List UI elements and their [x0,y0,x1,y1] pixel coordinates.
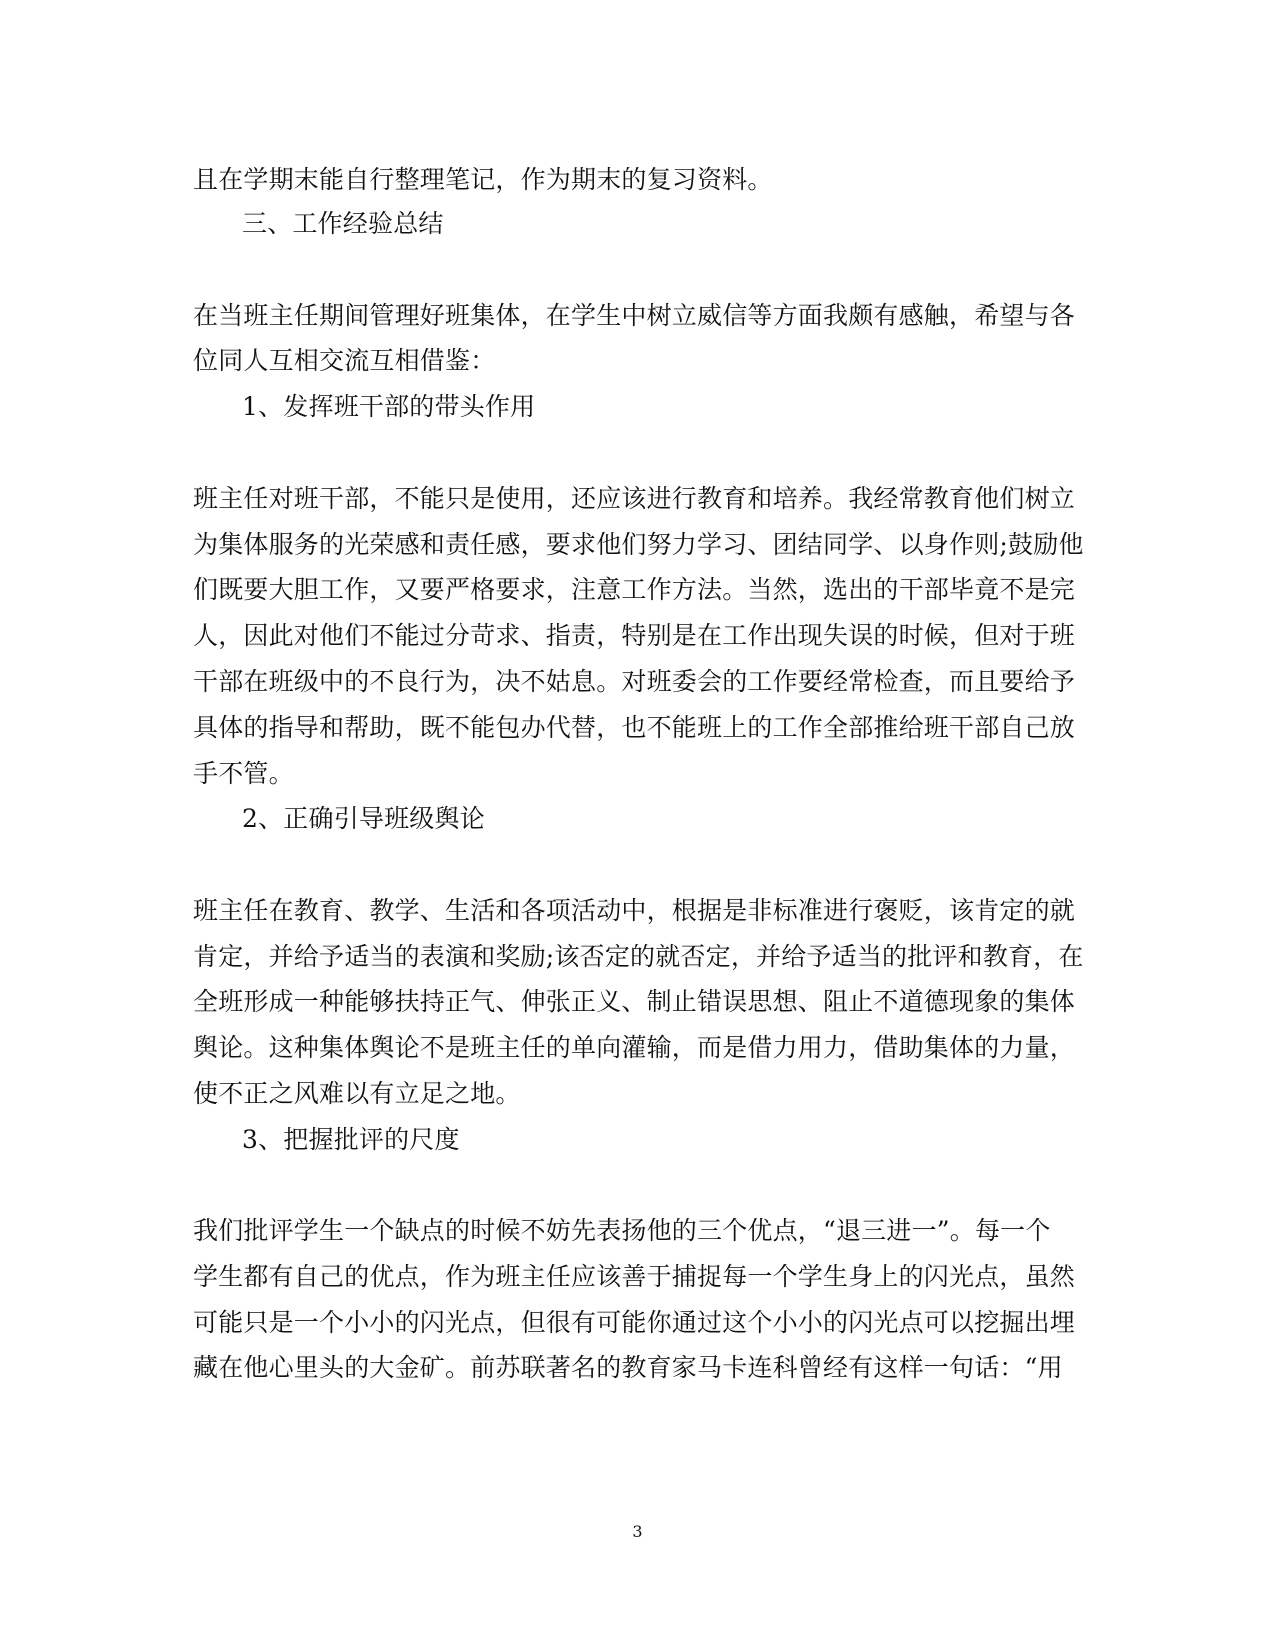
body-text-line: 们既要大胆工作，又要严格要求，注意工作方法。当然，选出的干部毕竟不是完 [193,575,1076,604]
body-text-line: 干部在班级中的不良行为，决不姑息。对班委会的工作要经常检查，而且要给予 [193,667,1076,696]
body-text-line: 班主任对班干部，不能只是使用，还应该进行教育和培养。我经常教育他们树立 [193,484,1076,513]
subsection-heading: 1、发挥班干部的带头作用 [242,392,536,421]
body-text-line: 手不管。 [193,759,294,788]
body-text-line: 舆论。这种集体舆论不是班主任的单向灌输，而是借力用力，借助集体的力量， [193,1033,1076,1062]
body-text-line: 我们批评学生一个缺点的时候不妨先表扬他的三个优点，“退三进一”。每一个 [193,1216,1051,1245]
subsection-heading: 3、把握批评的尺度 [242,1125,460,1154]
page-number: 3 [632,1522,643,1541]
body-text-line: 可能只是一个小小的闪光点，但很有可能你通过这个小小的闪光点可以挖掘出埋 [193,1308,1076,1337]
body-text-line: 藏在他心里头的大金矿。前苏联著名的教育家马卡连科曾经有这样一句话：“用 [193,1353,1063,1382]
body-text-line: 全班形成一种能够扶持正气、伸张正义、制止错误思想、阻止不道德现象的集体 [193,987,1076,1016]
body-text-line: 且在学期末能自行整理笔记，作为期末的复习资料。 [193,165,773,194]
body-text-line: 学生都有自己的优点，作为班主任应该善于捕捉每一个学生身上的闪光点，虽然 [193,1262,1076,1291]
subsection-heading: 2、正确引导班级舆论 [242,804,485,833]
section-heading: 三、工作经验总结 [242,209,444,238]
body-text-line: 人，因此对他们不能过分苛求、指责，特别是在工作出现失误的时候，但对于班 [193,621,1076,650]
body-text-line: 在当班主任期间管理好班集体，在学生中树立威信等方面我颇有感触，希望与各 [193,301,1076,330]
body-text-line: 位同人互相交流互相借鉴： [193,346,496,375]
body-text-line: 具体的指导和帮助，既不能包办代替，也不能班上的工作全部推给班干部自己放 [193,713,1076,742]
body-text-line: 肯定，并给予适当的表演和奖励;该否定的就否定，并给予适当的批评和教育，在 [193,942,1084,971]
body-text-line: 为集体服务的光荣感和责任感，要求他们努力学习、团结同学、以身作则;鼓励他 [193,530,1084,559]
body-text-line: 使不正之风难以有立足之地。 [193,1079,521,1108]
body-text-line: 班主任在教育、教学、生活和各项活动中，根据是非标准进行褒贬，该肯定的就 [193,896,1076,925]
